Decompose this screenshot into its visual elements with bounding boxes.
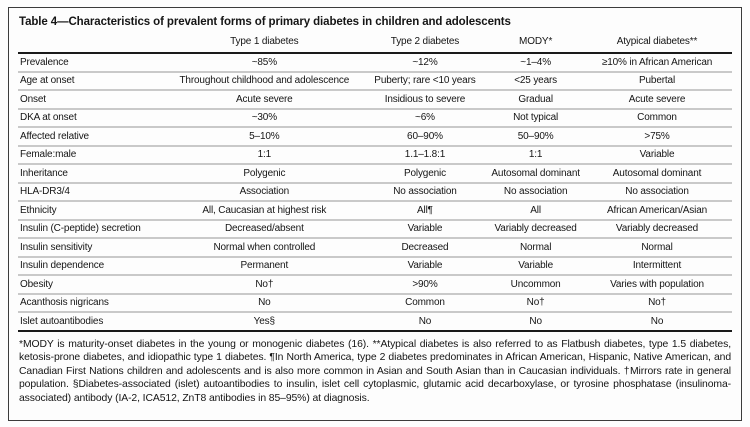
row-label: Islet autoantibodies — [18, 312, 168, 331]
table-title: Table 4—Characteristics of prevalent forms of primary diabetes in children and adolescents — [19, 16, 511, 28]
cell: No† — [168, 275, 361, 294]
cell: ≥10% in African American — [601, 56, 713, 68]
cell: Decreased — [361, 238, 490, 257]
cell: Insidious to severe — [361, 90, 490, 109]
corner-header — [18, 35, 168, 53]
row-label: Insulin (C-peptide) secretion — [18, 220, 168, 239]
cell: 1.1–1.8:1 — [361, 146, 490, 165]
cell: ~30% — [168, 109, 361, 128]
cell: Variable — [361, 220, 490, 239]
cell: Permanent — [168, 257, 361, 276]
diabetes-characteristics-table — [18, 35, 732, 332]
cell: 1:1 — [168, 146, 361, 165]
table-frame — [8, 7, 742, 421]
table-row — [18, 238, 732, 257]
cell: No — [361, 312, 490, 331]
cell: Acute severe — [582, 90, 732, 109]
cell: All¶ — [361, 201, 490, 220]
table-row — [18, 275, 732, 294]
cell: All — [489, 201, 582, 220]
cell: Variably decreased — [582, 220, 732, 239]
cell: Pubertal — [582, 72, 732, 91]
row-label: DKA at onset — [18, 109, 168, 128]
cell: Variable — [489, 257, 582, 276]
cell: Common — [582, 109, 732, 128]
cell: <25 years — [489, 72, 582, 91]
row-label: Insulin dependence — [18, 257, 168, 276]
cell: 1:1 — [489, 146, 582, 165]
table-row — [18, 90, 732, 109]
cell: Variably decreased — [489, 220, 582, 239]
header-row — [18, 35, 732, 53]
cell: All, Caucasian at highest risk — [168, 201, 361, 220]
cell: No association — [489, 183, 582, 202]
table-footnote: *MODY is maturity-onset diabetes in the young or monogenic diabetes (16). **Atypical diabetes is also referred to as Flatbush diabetes, type 1.5 diabetes, ketosis-prone diabetes, and idiopathic type 1 diabetes. ¶In North America, type 2 diabetes predominates in African American, Hispanic, Native American, and Canadian First Nations children and adolescents and is also more common in Asian and South Asian than in Caucasian individuals. †Mirrors rate in general population. §Diabetes-associated (islet) autoantibodies to insulin, islet cell cytoplasmic, glutamic acid decarboxylase, or tyrosine phosphatase (insulinoma-associated) antibody (IA-2, ICA512, ZnT8 antibodies in 85–95%) at diagnosis. — [19, 338, 731, 404]
cell: 60–90% — [361, 127, 490, 146]
row-label: Age at onset — [18, 72, 168, 91]
cell: Acute severe — [168, 90, 361, 109]
cell: Throughout childhood and adolescence — [168, 72, 361, 91]
cell: African American/Asian — [582, 201, 732, 220]
table-row — [18, 201, 732, 220]
table-row — [18, 127, 732, 146]
cell: Polygenic — [361, 164, 490, 183]
row-label: Insulin sensitivity — [18, 238, 168, 257]
cell: Varies with population — [582, 275, 732, 294]
cell: Normal — [489, 238, 582, 257]
cell: Yes§ — [168, 312, 361, 331]
cell: ~12% — [412, 56, 438, 68]
table-row — [18, 53, 732, 72]
cell: ~1–4% — [520, 56, 551, 68]
table-row — [18, 72, 732, 91]
cell: Puberty; rare <10 years — [361, 72, 490, 91]
cell: Uncommon — [489, 275, 582, 294]
cell: No† — [582, 294, 732, 313]
row-label: Female:male — [18, 146, 168, 165]
cell: Association — [168, 183, 361, 202]
cell: Not typical — [489, 109, 582, 128]
cell: ~85% — [251, 56, 277, 68]
table-body — [18, 53, 732, 331]
table-row — [18, 294, 732, 313]
cell: >75% — [582, 127, 732, 146]
cell: Variable — [582, 146, 732, 165]
row-label: Inheritance — [18, 164, 168, 183]
table-row — [18, 164, 732, 183]
cell: No — [168, 294, 361, 313]
cell: No — [582, 312, 732, 331]
cell: Intermittent — [582, 257, 732, 276]
cell: ~6% — [361, 109, 490, 128]
column-header: Type 1 diabetes — [168, 35, 361, 53]
column-header: Atypical diabetes** — [582, 35, 732, 53]
column-header: MODY* — [489, 35, 582, 53]
cell: No† — [489, 294, 582, 313]
cell: 50–90% — [489, 127, 582, 146]
table-header — [18, 35, 732, 53]
row-label: Onset — [18, 90, 168, 109]
row-label: HLA-DR3/4 — [18, 183, 168, 202]
cell: Autosomal dominant — [582, 164, 732, 183]
cell: 5–10% — [168, 127, 361, 146]
table-row — [18, 312, 732, 331]
cell: Polygenic — [168, 164, 361, 183]
cell: No — [489, 312, 582, 331]
cell: Variable — [361, 257, 490, 276]
row-label: Affected relative — [18, 127, 168, 146]
table-row — [18, 146, 732, 165]
cell: Common — [361, 294, 490, 313]
table-row — [18, 183, 732, 202]
row-label: Obesity — [18, 275, 168, 294]
cell: Normal when controlled — [168, 238, 361, 257]
cell: Normal — [582, 238, 732, 257]
row-label: Acanthosis nigricans — [18, 294, 168, 313]
row-label: Ethnicity — [18, 201, 168, 220]
row-label: Prevalence — [20, 56, 69, 68]
cell: Gradual — [489, 90, 582, 109]
table-row — [18, 257, 732, 276]
cell: No association — [361, 183, 490, 202]
table-row — [18, 220, 732, 239]
cell: Decreased/absent — [168, 220, 361, 239]
cell: >90% — [361, 275, 490, 294]
column-header: Type 2 diabetes — [361, 35, 490, 53]
cell: No association — [582, 183, 732, 202]
cell: Autosomal dominant — [489, 164, 582, 183]
table-row — [18, 109, 732, 128]
